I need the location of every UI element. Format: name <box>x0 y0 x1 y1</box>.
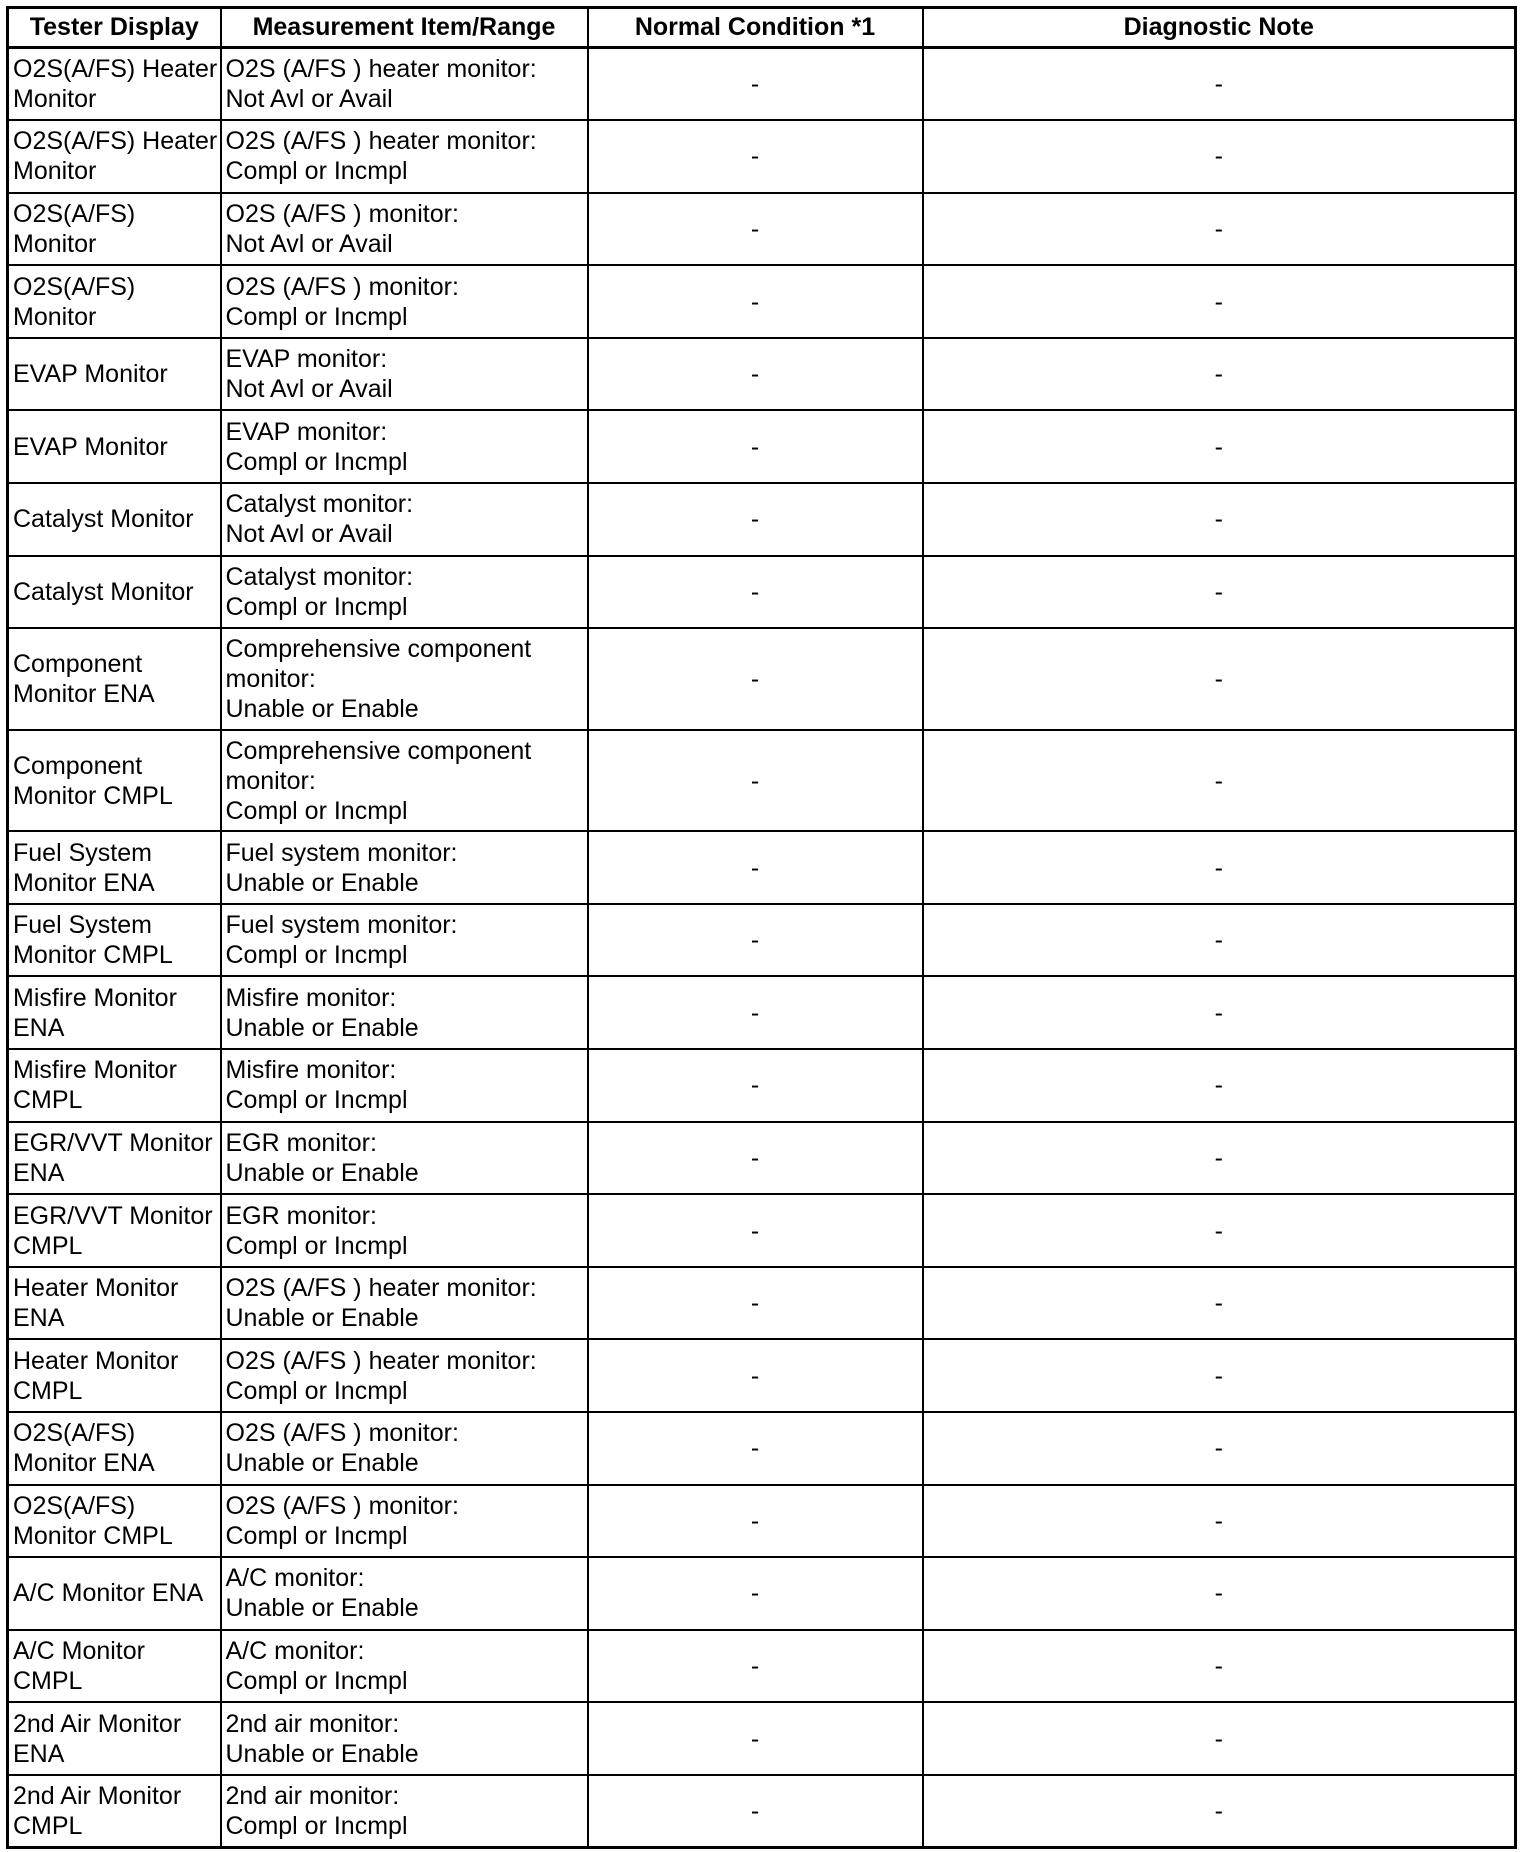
measurement-item-cell-line: Compl or Incmpl <box>225 1086 408 1115</box>
measurement-item-cell-line: O2S (A/FS ) heater monitor: <box>225 1274 537 1303</box>
measurement-item-cell-line: Catalyst monitor: <box>225 562 414 591</box>
diagnostic-note-cell: - <box>923 628 1516 730</box>
normal-condition-cell: - <box>588 1122 923 1195</box>
measurement-item-cell-line: EGR monitor: <box>225 1128 377 1157</box>
measurement-item-cell-line: 2nd air monitor: <box>225 1709 400 1738</box>
monitor-status-table <box>6 6 1517 1849</box>
tester-display-cell-line: Fuel System <box>13 911 152 940</box>
table-row <box>8 1122 1516 1195</box>
table-row <box>8 120 1516 193</box>
tester-display-cell <box>8 1630 221 1703</box>
measurement-item-cell-line: Fuel system monitor: <box>225 838 458 867</box>
measurement-item-cell-line: Compl or Incmpl <box>225 1667 408 1696</box>
diagnostic-note-cell: - <box>923 410 1516 483</box>
table-row <box>8 1267 1516 1340</box>
tester-display-cell-line: O2S(A/FS) Heater <box>13 127 218 156</box>
measurement-item-cell-line: Compl or Incmpl <box>225 447 408 476</box>
measurement-item-cell-line: EVAP monitor: <box>225 417 388 446</box>
measurement-item-cell-line: EGR monitor: <box>225 1201 377 1230</box>
normal-condition-cell: - <box>588 1412 923 1485</box>
measurement-item-cell <box>221 1194 588 1267</box>
measurement-item-cell <box>221 120 588 193</box>
tester-display-cell-line: EVAP Monitor <box>13 432 168 461</box>
table-row <box>8 556 1516 629</box>
diagnostic-note-cell: - <box>923 556 1516 629</box>
normal-condition-cell: - <box>588 730 923 832</box>
measurement-item-cell-line: A/C monitor: <box>225 1564 365 1593</box>
tester-display-cell-line: O2S(A/FS) <box>13 272 136 301</box>
table-row <box>8 1485 1516 1558</box>
measurement-item-cell-line: Unable or Enable <box>225 1013 419 1042</box>
tester-display-cell-line: Monitor CMPL <box>13 1521 173 1550</box>
table-row <box>8 628 1516 730</box>
diagnostic-note-cell: - <box>923 338 1516 411</box>
measurement-item-cell-line: Unable or Enable <box>225 1158 419 1187</box>
tester-display-cell-line: Monitor <box>13 85 97 114</box>
measurement-item-cell-line: O2S (A/FS ) monitor: <box>225 199 459 228</box>
tester-display-cell <box>8 1194 221 1267</box>
measurement-item-cell-line: Compl or Incmpl <box>225 592 408 621</box>
measurement-item-cell-line: Unable or Enable <box>225 695 419 723</box>
measurement-item-cell-line: Compl or Incmpl <box>225 302 408 331</box>
tester-display-cell-line: 2nd Air Monitor <box>13 1709 182 1738</box>
measurement-item-cell <box>221 628 588 730</box>
table-row <box>8 265 1516 338</box>
normal-condition-cell: - <box>588 976 923 1049</box>
measurement-item-cell-line: Unable or Enable <box>225 1304 419 1333</box>
tester-display-cell-line: A/C Monitor ENA <box>13 1579 204 1608</box>
tester-display-cell <box>8 1122 221 1195</box>
table-row <box>8 1557 1516 1630</box>
measurement-item-cell-line: Compl or Incmpl <box>225 1376 408 1405</box>
tester-display-cell <box>8 120 221 193</box>
tester-display-cell <box>8 904 221 977</box>
measurement-item-cell-line: Compl or Incmpl <box>225 941 408 970</box>
tester-display-cell <box>8 976 221 1049</box>
tester-display-cell-line: Heater Monitor <box>13 1346 179 1375</box>
measurement-item-cell <box>221 1702 588 1775</box>
measurement-item-cell-line: Comprehensive component <box>225 736 532 765</box>
measurement-item-cell-line: O2S (A/FS ) monitor: <box>225 272 459 301</box>
tester-display-cell <box>8 1775 221 1848</box>
normal-condition-cell: - <box>588 338 923 411</box>
tester-display-cell-line: A/C Monitor <box>13 1637 145 1666</box>
measurement-item-cell-line: Compl or Incmpl <box>225 1812 408 1841</box>
tester-display-cell-line: EVAP Monitor <box>13 360 168 389</box>
diagnostic-note-cell: - <box>923 904 1516 977</box>
measurement-item-cell <box>221 193 588 266</box>
diagnostic-note-cell: - <box>923 120 1516 193</box>
measurement-item-cell-line: Compl or Incmpl <box>225 1521 408 1550</box>
measurement-item-cell <box>221 730 588 832</box>
measurement-item-cell-line: Not Avl or Avail <box>225 520 393 549</box>
diagnostic-note-cell: - <box>923 1412 1516 1485</box>
measurement-item-cell-line: monitor: <box>225 766 316 795</box>
measurement-item-cell <box>221 1267 588 1340</box>
measurement-item-cell-line: Not Avl or Avail <box>225 85 393 114</box>
measurement-item-cell <box>221 1557 588 1630</box>
tester-display-cell-line: ENA <box>13 1304 65 1333</box>
header-diagnostic-note: Diagnostic Note <box>923 8 1516 48</box>
measurement-item-cell-line: Compl or Incmpl <box>225 1231 408 1260</box>
tester-display-cell-line: Component <box>13 650 143 678</box>
tester-display-cell-line: Monitor CMPL <box>13 941 173 970</box>
measurement-item-cell-line: O2S (A/FS ) heater monitor: <box>225 55 537 84</box>
measurement-item-cell <box>221 1122 588 1195</box>
tester-display-cell-line: Monitor ENA <box>13 868 155 897</box>
measurement-item-cell-line: Compl or Incmpl <box>225 157 408 186</box>
measurement-item-cell-line: 2nd air monitor: <box>225 1782 400 1811</box>
table-row <box>8 976 1516 1049</box>
tester-display-cell-line: CMPL <box>13 1231 83 1260</box>
table-row <box>8 730 1516 832</box>
table-row <box>8 483 1516 556</box>
table-row <box>8 1339 1516 1412</box>
tester-display-cell-line: ENA <box>13 1013 65 1042</box>
tester-display-cell-line: ENA <box>13 1739 65 1768</box>
tester-display-cell <box>8 730 221 832</box>
diagnostic-note-cell: - <box>923 483 1516 556</box>
table-row <box>8 831 1516 904</box>
normal-condition-cell: - <box>588 48 923 121</box>
tester-display-cell-line: 2nd Air Monitor <box>13 1782 182 1811</box>
measurement-item-cell <box>221 1630 588 1703</box>
diagnostic-note-cell: - <box>923 1775 1516 1848</box>
measurement-item-cell-line: O2S (A/FS ) heater monitor: <box>225 1346 537 1375</box>
measurement-item-cell-line: Compl or Incmpl <box>225 796 408 825</box>
tester-display-cell-line: O2S(A/FS) <box>13 1491 136 1520</box>
tester-display-cell-line: CMPL <box>13 1812 83 1841</box>
table-body <box>8 48 1516 1848</box>
table-row <box>8 1194 1516 1267</box>
tester-display-cell <box>8 410 221 483</box>
tester-display-cell <box>8 483 221 556</box>
tester-display-cell <box>8 1339 221 1412</box>
normal-condition-cell: - <box>588 1049 923 1122</box>
normal-condition-cell: - <box>588 1630 923 1703</box>
measurement-item-cell <box>221 48 588 121</box>
tester-display-cell <box>8 193 221 266</box>
normal-condition-cell: - <box>588 120 923 193</box>
measurement-item-cell <box>221 1049 588 1122</box>
table-header <box>8 8 1516 48</box>
header-tester-display: Tester Display <box>8 8 221 48</box>
tester-display-cell <box>8 1702 221 1775</box>
diagnostic-note-cell: - <box>923 1122 1516 1195</box>
diagnostic-note-cell: - <box>923 976 1516 1049</box>
measurement-item-cell-line: O2S (A/FS ) heater monitor: <box>225 127 537 156</box>
tester-display-cell <box>8 338 221 411</box>
measurement-item-cell-line: Unable or Enable <box>225 1739 419 1768</box>
tester-display-cell-line: Monitor ENA <box>13 1449 155 1478</box>
tester-display-cell-line: O2S(A/FS) <box>13 1419 136 1448</box>
table-row <box>8 338 1516 411</box>
tester-display-cell-line: CMPL <box>13 1376 83 1405</box>
normal-condition-cell: - <box>588 1339 923 1412</box>
diagnostic-note-cell: - <box>923 1485 1516 1558</box>
tester-display-cell-line: Component <box>13 751 143 780</box>
tester-display-cell <box>8 1557 221 1630</box>
measurement-item-cell-line: Unable or Enable <box>225 1449 419 1478</box>
measurement-item-cell-line: Unable or Enable <box>225 868 419 897</box>
measurement-item-cell <box>221 1485 588 1558</box>
tester-display-cell-line: EGR/VVT Monitor <box>13 1201 213 1230</box>
diagnostic-note-cell: - <box>923 1339 1516 1412</box>
table-row <box>8 48 1516 121</box>
tester-display-cell <box>8 831 221 904</box>
normal-condition-cell: - <box>588 1702 923 1775</box>
tester-display-cell-line: Fuel System <box>13 838 152 867</box>
tester-display-cell-line: Catalyst Monitor <box>13 505 194 534</box>
normal-condition-cell: - <box>588 628 923 730</box>
measurement-item-cell-line: Misfire monitor: <box>225 1056 397 1085</box>
measurement-item-cell <box>221 1339 588 1412</box>
tester-display-cell-line: Misfire Monitor <box>13 983 177 1012</box>
measurement-item-cell-line: Not Avl or Avail <box>225 375 393 404</box>
tester-display-cell <box>8 48 221 121</box>
normal-condition-cell: - <box>588 831 923 904</box>
tester-display-cell <box>8 265 221 338</box>
normal-condition-cell: - <box>588 1775 923 1848</box>
diagnostic-note-cell: - <box>923 265 1516 338</box>
measurement-item-cell <box>221 976 588 1049</box>
header-measurement-item: Measurement Item/Range <box>221 8 588 48</box>
tester-display-cell-line: Catalyst Monitor <box>13 577 194 606</box>
diagnostic-note-cell: - <box>923 1630 1516 1703</box>
normal-condition-cell: - <box>588 1557 923 1630</box>
tester-display-cell-line: Heater Monitor <box>13 1274 179 1303</box>
measurement-item-cell <box>221 556 588 629</box>
tester-display-cell <box>8 1412 221 1485</box>
tester-display-cell-line: Monitor CMPL <box>13 781 173 810</box>
tester-display-cell-line: EGR/VVT Monitor <box>13 1128 213 1157</box>
diagnostic-note-cell: - <box>923 193 1516 266</box>
tester-display-cell-line: CMPL <box>13 1667 83 1696</box>
normal-condition-cell: - <box>588 1267 923 1340</box>
measurement-item-cell <box>221 904 588 977</box>
table-row <box>8 1702 1516 1775</box>
measurement-item-cell <box>221 265 588 338</box>
tester-display-cell-line: O2S(A/FS) <box>13 199 136 228</box>
measurement-item-cell <box>221 1412 588 1485</box>
tester-display-cell-line: ENA <box>13 1158 65 1187</box>
tester-display-cell-line: Monitor <box>13 157 97 186</box>
table-row <box>8 1049 1516 1122</box>
normal-condition-cell: - <box>588 904 923 977</box>
tester-display-cell <box>8 1049 221 1122</box>
measurement-item-cell-line: O2S (A/FS ) monitor: <box>225 1419 459 1448</box>
table-row <box>8 410 1516 483</box>
normal-condition-cell: - <box>588 556 923 629</box>
tester-display-cell <box>8 628 221 730</box>
header-row <box>8 8 1516 48</box>
tester-display-cell-line: Misfire Monitor <box>13 1056 177 1085</box>
normal-condition-cell: - <box>588 483 923 556</box>
normal-condition-cell: - <box>588 1485 923 1558</box>
table-row <box>8 1775 1516 1848</box>
tester-display-cell-line: Monitor ENA <box>13 680 155 708</box>
table-row <box>8 1630 1516 1703</box>
measurement-item-cell-line: A/C monitor: <box>225 1637 365 1666</box>
diagnostic-note-cell: - <box>923 1267 1516 1340</box>
measurement-item-cell-line: Fuel system monitor: <box>225 911 458 940</box>
table-row <box>8 193 1516 266</box>
measurement-item-cell <box>221 831 588 904</box>
diagnostic-note-cell: - <box>923 1557 1516 1630</box>
header-normal-condition: Normal Condition *1 <box>588 8 923 48</box>
measurement-item-cell <box>221 338 588 411</box>
normal-condition-cell: - <box>588 193 923 266</box>
diagnostic-note-cell: - <box>923 1194 1516 1267</box>
normal-condition-cell: - <box>588 410 923 483</box>
table-row <box>8 1412 1516 1485</box>
measurement-item-cell <box>221 410 588 483</box>
tester-display-cell-line: Monitor <box>13 229 97 258</box>
diagnostic-note-cell: - <box>923 831 1516 904</box>
tester-display-cell <box>8 1485 221 1558</box>
tester-display-cell-line: CMPL <box>13 1086 83 1115</box>
table-row <box>8 904 1516 977</box>
measurement-item-cell-line: Catalyst monitor: <box>225 490 414 519</box>
measurement-item-cell <box>221 483 588 556</box>
measurement-item-cell-line: Unable or Enable <box>225 1594 419 1623</box>
diagnostic-note-cell: - <box>923 730 1516 832</box>
diagnostic-note-cell: - <box>923 48 1516 121</box>
measurement-item-cell-line: O2S (A/FS ) monitor: <box>225 1491 459 1520</box>
tester-display-cell <box>8 556 221 629</box>
tester-display-cell <box>8 1267 221 1340</box>
normal-condition-cell: - <box>588 1194 923 1267</box>
tester-display-cell-line: O2S(A/FS) Heater <box>13 55 218 84</box>
diagnostic-note-cell: - <box>923 1702 1516 1775</box>
measurement-item-cell-line: EVAP monitor: <box>225 345 388 374</box>
tester-display-cell-line: Monitor <box>13 302 97 331</box>
measurement-item-cell-line: Misfire monitor: <box>225 983 397 1012</box>
measurement-item-cell-line: Not Avl or Avail <box>225 229 393 258</box>
diagnostic-note-cell: - <box>923 1049 1516 1122</box>
normal-condition-cell: - <box>588 265 923 338</box>
measurement-item-cell-line: monitor: <box>225 665 316 693</box>
measurement-item-cell-line: Comprehensive component <box>225 635 532 663</box>
measurement-item-cell <box>221 1775 588 1848</box>
